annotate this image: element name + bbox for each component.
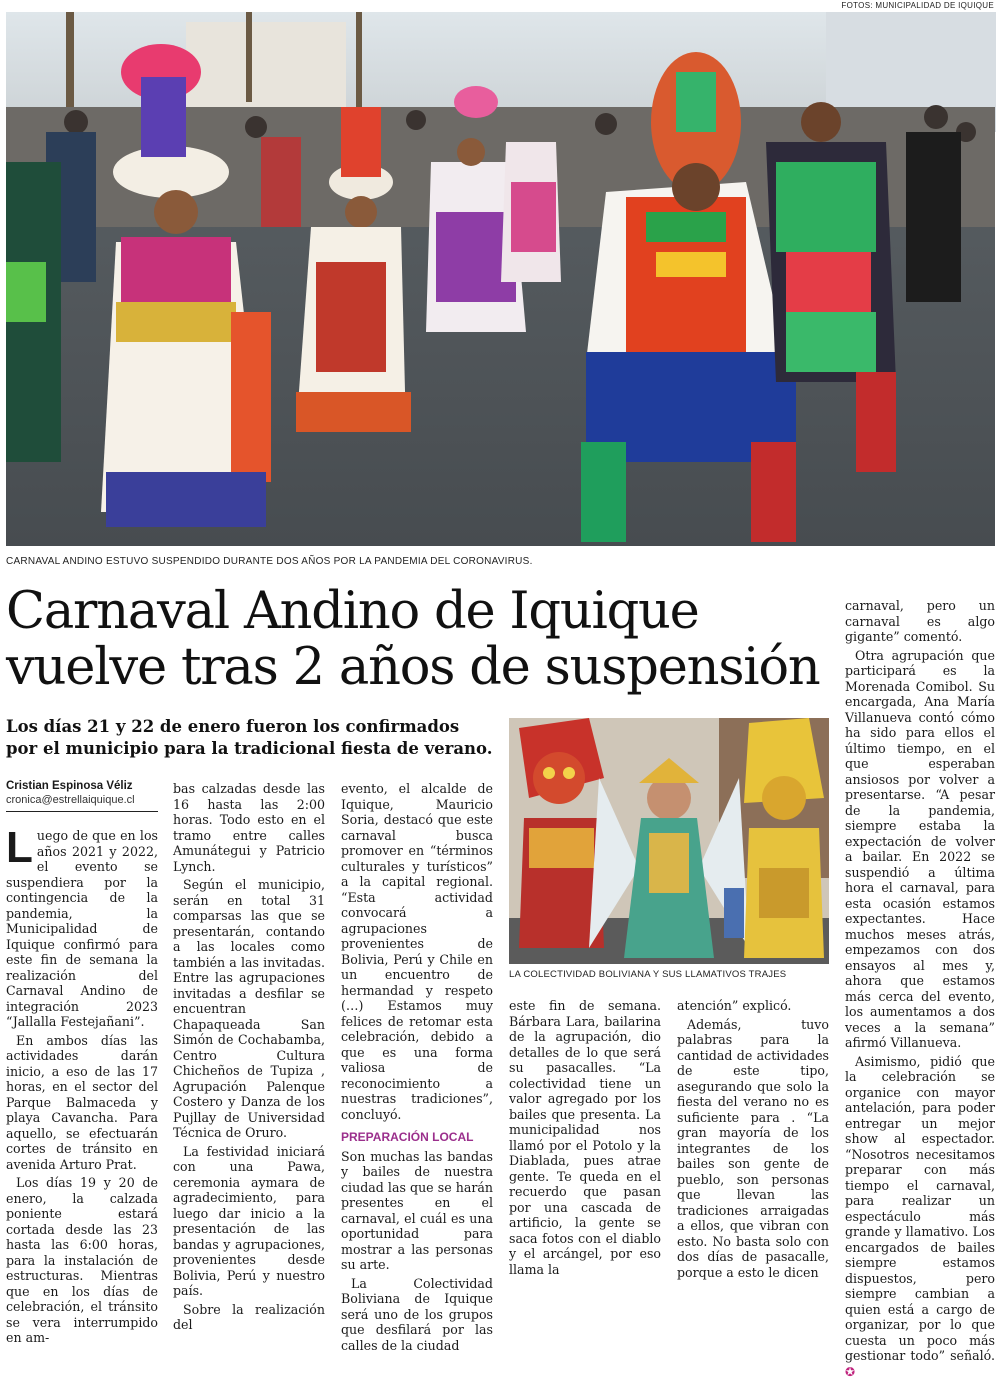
lead-paragraph: Los días 21 y 22 de enero fueron los confirmados por el municipio para la tradicional fiesta de verano. [6, 717, 493, 758]
drop-cap: L [6, 823, 33, 872]
paragraph-text: Asimismo, pidió que la celebración se organice con mayor antelación, para poder entregar un mejor show al espectador. “Nosotros necesitamos preparar con más tiempo el carnaval, para realizar un espectáculo más grande y llamativo. Los encargados de bailes siempre estamos dispuestos, pero siempre cambian a quien está a cargo de organizar, por lo que cuesta un poco más gestionar todo” señaló. [845, 1053, 995, 1363]
article-column-3 [341, 781, 493, 1356]
author-name: Cristian Espinosa Véliz [6, 780, 133, 792]
paragraph [6, 823, 158, 1030]
paragraph: carnaval, pero un carnaval es algo gigante” comentó. [845, 598, 995, 644]
byline [6, 779, 158, 812]
inset-photo-caption: LA COLECTIVIDAD BOLIVIANA Y SUS LLAMATIVOS TRAJES [509, 969, 787, 980]
photo-credit: FOTOS: MUNICIPALIDAD DE IQUIQUE [841, 1, 994, 10]
paragraph: este fin de semana. Bárbara Lara, bailarina de la agrupación, dio detalles de lo que será su pasacalles. “La colectividad tiene un valor agregado por los bailes que presenta. La municipalidad nos llamó por el Potolo y la Diablada, pues atrae gente. Te queda en el recuerdo que pasan por una cascada de artificio, la gente se saca fotos con el diablo y el arcángel, por eso llama la [509, 998, 661, 1277]
article-column-6 [845, 598, 995, 1383]
paragraph [845, 1054, 995, 1381]
paragraph: En ambos días las actividades darán inicio, a eso de las 17 horas, en el sector del Parque Balmaceda y playa Cavancha. Para aquello, se efectuarán cortes de tránsito en avenida Arturo Prat. [6, 1032, 158, 1172]
article-column-2 [173, 781, 325, 1336]
article-column-4 [509, 998, 661, 1280]
subheading: PREPARACIÓN LOCAL [341, 1130, 474, 1144]
inset-photo-bolivian-dancers [509, 718, 829, 964]
article-column-1 [6, 823, 158, 1349]
paragraph: La festividad iniciará con una Pawa, ceremonia aymara de agradecimiento, para luego dar inicio a la presentación de las bandas y agrupaciones, provenientes desde Bolivia, Perú y nuestro país. [173, 1143, 325, 1298]
article-column-5 [677, 998, 829, 1283]
paragraph: Sobre la realización del [173, 1301, 325, 1332]
paragraph-text: uego de que en los años 2021 y 2022, el evento se suspendiera por la contingencia de la pandemia, la Municipalidad de Iquique confirmó para este fin de semana la realización del Carnaval Andino de integración 2023 “Jallalla Festejañani”. [6, 828, 158, 1029]
paragraph: evento, el alcalde de Iquique, Mauricio Soria, destacó que este carnaval busca promover en “términos culturales y turísticos” a la capital regional. “Esta actividad convocará a agrupaciones provenientes de Bolivia, Perú y Chile en un encuentro de hermandad y respeto (…) Estamos muy felices de retomar esta celebración, debido a que es una forma valiosa de reconocimiento a nuestras tradiciones”, concluyó. [341, 781, 493, 1122]
main-photo-caption: CARNAVAL ANDINO ESTUVO SUSPENDIDO DURANTE DOS AÑOS POR LA PANDEMIA DEL CORONAVIRUS. [6, 556, 533, 567]
main-photo-carnival-dancers [6, 12, 995, 546]
paragraph: Los días 19 y 20 de enero, la calzada poniente estará cortada desde las 23 hasta las 6:00 horas, para la instalación de estructuras. Mientras que en los días de celebración, el tránsito se vera interrumpido en am- [6, 1175, 158, 1345]
paragraph: Además, tuvo palabras para la cantidad de actividades de este tipo, asegurando que solo la fiesta del verano no es suficiente para . “La gran mayoría de los integrantes de los bailes son gente de pueblo, son personas que llevan las tradiciones arraigadas a ellos, que vibran con esto. No basta solo con dos días de pasacalle, porque a esto le dicen [677, 1016, 829, 1280]
paragraph: Según el municipio, serán en total 31 comparsas las que se presentarán, contando a las locales como también a las invitadas. Entre las agrupaciones invitadas a desfilar se encuentran Chapaqueada San Simón de Cochabamba, Centro Cultura Chicheños de Tupiza , Agrupación Palenque Costero y Danza de los Pujllay de Universidad Técnica de Oruro. [173, 877, 325, 1140]
end-mark-icon: ✪ [845, 1364, 856, 1379]
paragraph: Otra agrupación que participará es la Morenada Comibol. Su encargada, Ana María Villanueva contó cómo ha sido para ellos el último tiempo, en el que esperaban ansiosos por volver a presentarse. “A pesar de la pandemia, siempre estaba la expectación de volver a bailar. En 2022 se suspendió a última hora el carnaval, para esta ocasión estamos expectantes. Hace muchos meses atrás, empezamos con dos ensayos al mes y, ahora que estamos más cerca del evento, los aumentamos a dos veces a la semana” afirmó Villanueva. [845, 647, 995, 1050]
paragraph: Son muchas las bandas y bailes de nuestra ciudad las que se harán presentes en el carnaval, el cuál es una oportunidad para mostrar a las personas su arte. [341, 1148, 493, 1272]
paragraph: La Colectividad Boliviana de Iquique será uno de los grupos que desfilará por las calles de la ciudad [341, 1275, 493, 1353]
paragraph: atención” explicó. [677, 998, 792, 1013]
paragraph: bas calzadas desde las 16 hasta las 2:00 horas. Todo esto en el tramo entre calles Amunátegui y Patricio Lynch. [173, 781, 325, 874]
headline: Carnaval Andino de Iquique vuelve tras 2 años de suspensión [6, 582, 820, 697]
author-email: cronica@estrellaiquique.cl [6, 794, 135, 806]
